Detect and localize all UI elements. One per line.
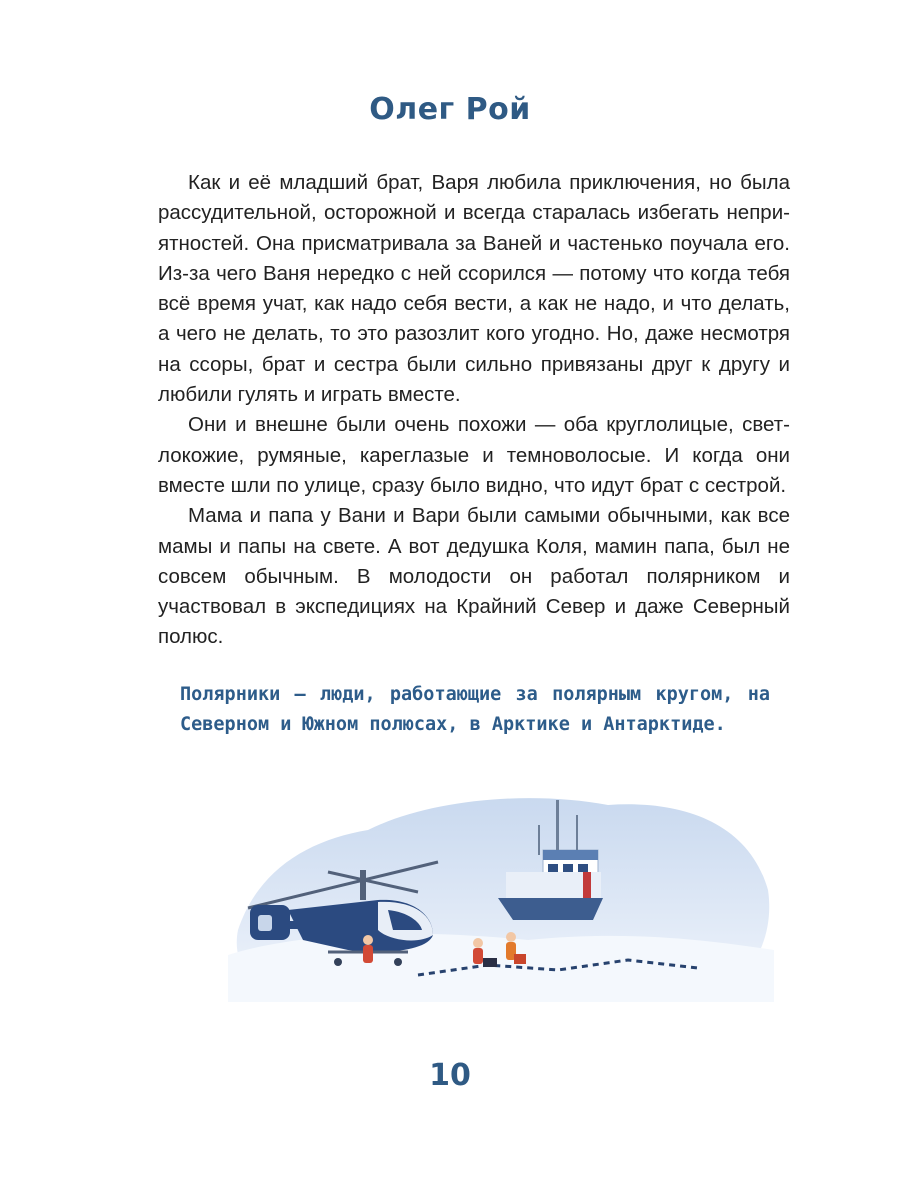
paragraph-1: Как и её младший брат, Варя любила приключения, но была рассудительной, осторожной и всегда старалась избегать неприятностей. Она присматривала за Ваней и частенько поучала его. Из-за чего Ваня нередко с ней ссорился — потому что когда тебя всё время учат, как надо себя вести, а как не надо, и что делать, а чего не делать, то это разозлит кого угодно. Но, даже несмотря на ссоры, брат и сестра были сильно привязаны друг к другу и любили гулять и играть вместе. — [158, 171, 790, 407]
page-number: 10 — [429, 1058, 471, 1093]
paragraph-3: Мама и папа у Вани и Вари были самыми обычными, как все мамы и папы на свете. А вот дедушка Коля, мамин папа, был не совсем обычным. В молодости он работал полярником и участвовал в экспедициях на Крайний Север и даже Северный полюс. — [158, 504, 790, 649]
paragraph-2: Они и внешне были очень похожи — оба круглолицые, светлокожие, румяные, кареглазые и темноволосые. И когда они вместе шли по улице, сразу было видно, что идут брат с сестрой. — [158, 413, 790, 497]
author-header: Олег Рой — [369, 92, 531, 127]
definition-note: Полярники – люди, работающие за полярным кругом, на Северном и Южном полюсах, в Арктике и Антарктиде. — [180, 684, 770, 735]
polar-expedition-illustration — [228, 780, 774, 1002]
main-text — [158, 168, 790, 653]
